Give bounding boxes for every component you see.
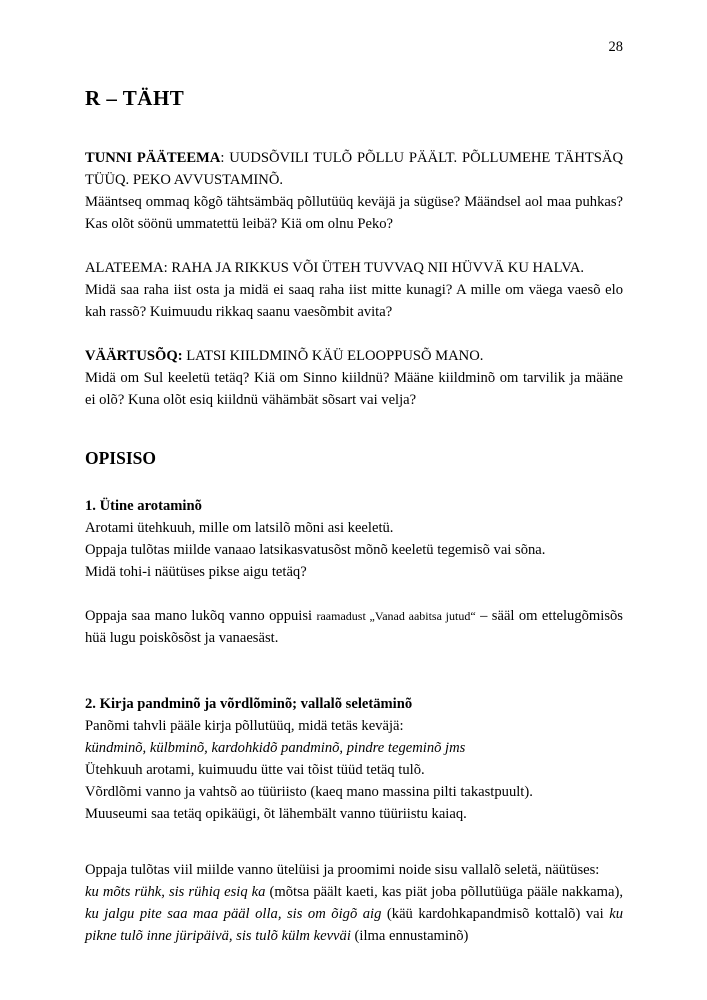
tunni-paateema-questions: Määntseq ommaq kõgõ tähtsämbäq põllutüüq keväjä ja sügüse? Määndsel aol maa puhkas? Kas olõt söönü ummatettü leibä? Kiä om olnu Peko? [85, 194, 623, 232]
vaartusoq-questions: Midä om Sul keeletü tetäq? Kiä om Sinno kiildnü? Määne kiildminõ om tarvilik ja määne ei olõ? Kuna olõt esiq kiildnü vähämbät sõsart vai velja? [85, 370, 623, 408]
subsection-2-line-italic: kündminõ, külbminõ, kardohkidõ pandminõ, pindre tegeminõ jms [85, 740, 466, 756]
subsection-1-note: Oppaja saa mano lukõq vanno oppuisi raamadust „Vanad aabitsa jutud“ – sääl om ettelugõmisõs hüä lugu poiskõsõst ja vanaesäst. [85, 608, 623, 646]
alateema-questions: Midä saa raha iist osta ja midä ei saaq raha iist mitte kunagi? A mille om väega vaesõ elo kah rassõ? Kuimuudu rikkaq saanu vaesõmbit avita? [85, 282, 623, 320]
subsection-2-examples: ku mõts rühk, sis rühiq esiq ka (mõtsa päält kaeti, kas piät joba põllutüüga pääle nakkama), ku jalgu pite saa maa pääl olla, sis om õigõ aig (käü kardohkapandmisõ kottalõ) vai ku pikne tulõ inne jüripäivä, sis tulõ külm kevväi (ilma ennustaminõ) [85, 884, 623, 944]
subsection-1-line: Arotami ütehkuuh, mille om latsilõ mõni asi keeletü. [85, 520, 394, 536]
subsection-2-line: Võrdlõmi vanno ja vahtsõ ao tüüriisto (kaeq mano massina pilti takastpuult). [85, 784, 533, 800]
subsection-2-line: Ütehkuuh arotami, kuimuudu ütte vai tõist tüüd tetäq tulõ. [85, 762, 425, 778]
page-title: R – TÄHT [85, 86, 185, 110]
tunni-paateema-heading: TUNNI PÄÄTEEMA: UUDSÕVILI TULÕ PÕLLU PÄÄLT. PÕLLUMEHE TÄHTSÄQ TÜÜQ. PEKO AVVUSTAMINÕ. [85, 150, 623, 188]
subsection-2-line: Muuseumi saa tetäq opikäügi, õt lähembält vanno tüüriistu kaiaq. [85, 806, 467, 822]
subsection-1-line: Midä tohi-i näütüses pikse aigu tetäq? [85, 564, 307, 580]
subsection-2-lines [85, 715, 623, 825]
vaartusoq-heading: VÄÄRTUSÕQ: LATSI KIILDMINÕ KÄÜ ELOOPPUSÕ MANO. [85, 348, 484, 364]
lead-block-vaartusoq [85, 345, 623, 411]
subsection-1-utine-arotamino [85, 495, 623, 649]
page-number: 28 [608, 39, 623, 55]
subsection-1-lines [85, 517, 623, 583]
subsection-1-title: 1. Ütine arotaminõ [85, 498, 202, 514]
section-heading-opisiso: OPISISO [85, 448, 156, 468]
subsection-2-kirja-pandmino [85, 693, 623, 947]
page-content [85, 0, 623, 947]
subsection-2-title: 2. Kirja pandminõ ja võrdlõminõ; vallalõ seletäminõ [85, 696, 413, 712]
lead-block-tunni-paateema [85, 147, 623, 235]
alateema-heading: ALATEEMA: RAHA JA RIKKUS VÕI ÜTEH TUVVAQ NII HÜVVÄ KU HALVA. [85, 260, 585, 276]
lead-block-alateema [85, 257, 623, 323]
subsection-1-line: Oppaja tulõtas miilde vanaao latsikasvatusõst mõnõ keeletü tegemisõ vai sõna. [85, 542, 546, 558]
subsection-2-line: Panõmi tahvli pääle kirja põllutüüq, midä tetäs keväjä: [85, 718, 404, 734]
subsection-2-intro: Oppaja tulõtas viil miilde vanno ütelüisi ja proomimi noide sisu vallalõ seletä, näütüses: [85, 862, 600, 878]
